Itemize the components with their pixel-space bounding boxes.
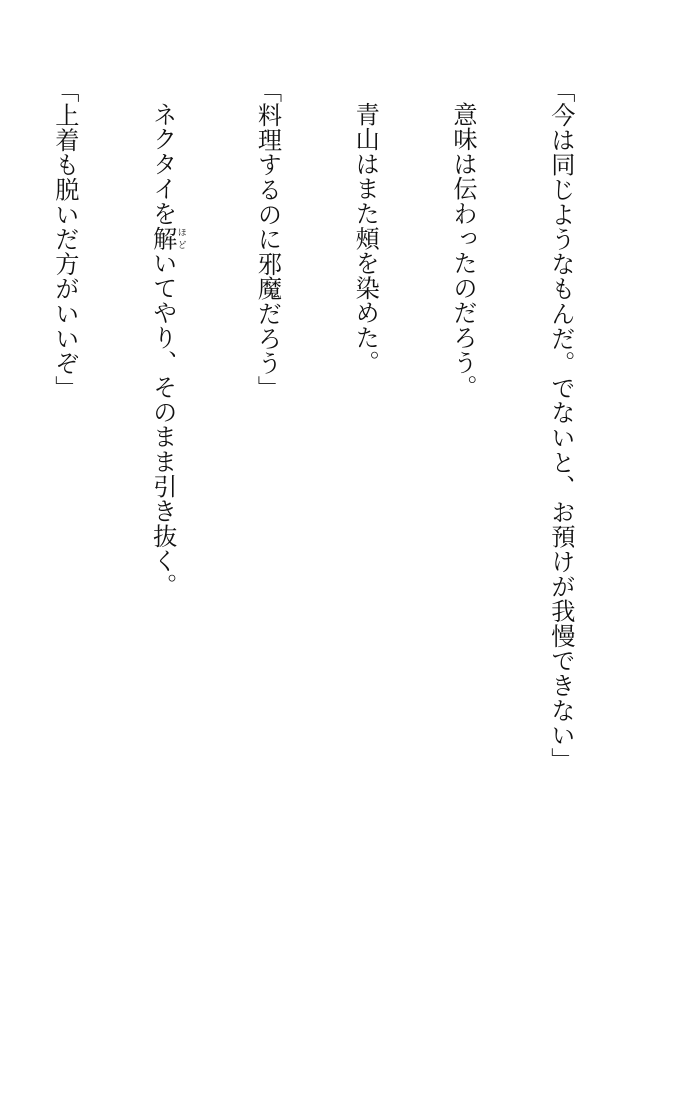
ruby-annotation [148,226,186,251]
text-line: 「上着も脱いだ方がいいぞ」 [50,78,79,401]
text-line-with-ruby [146,78,186,978]
ruby-base: 解 [148,226,177,251]
text-line: 意味は伝わったのだろう。 [449,102,478,400]
text-line: 「今は同じようなもんだ。でないと、お預けが我慢できない」 [546,78,575,773]
text-segment: いてやり、そのまま引き抜く。 [148,251,177,599]
text-line: 「料理するのに邪魔だろう」 [253,78,282,401]
text-segment: ネクタイを [148,102,177,227]
vertical-text-body [0,78,642,978]
ruby-reading: ほど [175,226,186,251]
text-line: 青山はまた頰を染めた。 [351,102,380,375]
